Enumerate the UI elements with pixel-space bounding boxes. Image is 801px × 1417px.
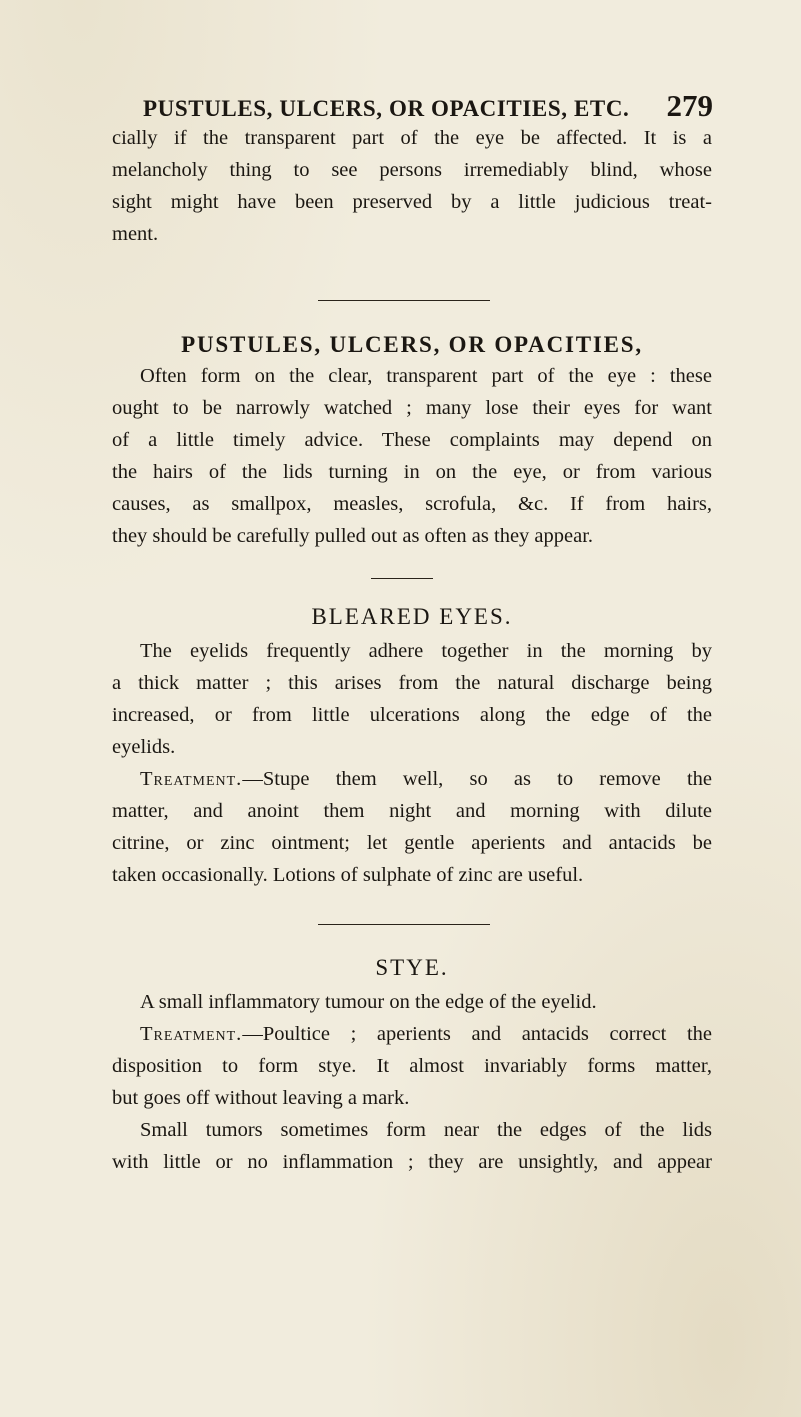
intro-paragraph — [112, 122, 712, 250]
treatment-text: —Stupe them well, so as to remove the — [242, 768, 712, 790]
text-line: disposition to form stye. It almost invariably forms matter, — [112, 1055, 712, 1077]
running-head — [143, 88, 713, 124]
text-line — [112, 1018, 712, 1050]
bleared-treatment-paragraph — [112, 763, 712, 891]
text-line: the hairs of the lids turning in on the eye, or from various — [112, 461, 712, 483]
text-line: citrine, or zinc ointment; let gentle aperients and antacids be — [112, 832, 712, 854]
section-heading-pustules: PUSTULES, ULCERS, OR OPACITIES, — [181, 332, 643, 357]
bleared-paragraph — [112, 635, 712, 763]
running-title: PUSTULES, ULCERS, OR OPACITIES, ETC. — [143, 96, 630, 121]
stye-paragraph — [112, 986, 712, 1178]
text-line: Often form on the clear, transparent part of the eye : these — [140, 365, 712, 387]
text-line: they should be carefully pulled out as often as they appear. — [112, 525, 594, 547]
section-divider — [318, 924, 490, 925]
text-line: increased, or from little ulcerations along the edge of the — [112, 704, 712, 726]
section-heading-bleared-eyes: BLEARED EYES. — [311, 604, 513, 629]
text-line: sight might have been preserved by a little judicious treat- — [112, 191, 712, 213]
pustules-paragraph — [112, 360, 712, 552]
text-line: ment. — [112, 223, 159, 245]
text-line: cially if the transparent part of the eye be affected. It is a — [112, 127, 712, 149]
text-line: eyelids. — [112, 736, 176, 758]
text-line: taken occasionally. Lotions of sulphate of zinc are useful. — [112, 864, 584, 886]
text-line: ought to be narrowly watched ; many lose their eyes for want — [112, 397, 712, 419]
text-line: with little or no inflammation ; they are unsightly, and appear — [112, 1151, 712, 1173]
text-line: melancholy thing to see persons irremediably blind, whose — [112, 159, 712, 181]
page-number: 279 — [666, 88, 713, 123]
text-line: causes, as smallpox, measles, scrofula, &c. If from hairs, — [112, 493, 712, 515]
treatment-text: —Poultice ; aperients and antacids correct the — [242, 1023, 712, 1045]
section-divider — [371, 578, 433, 579]
treatment-label: Treatment. — [140, 1023, 243, 1045]
treatment-label: Treatment. — [140, 768, 243, 790]
text-line: A small inflammatory tumour on the edge of the eyelid. — [140, 991, 597, 1013]
text-line — [112, 763, 712, 795]
section-heading-stye: STYE. — [375, 955, 449, 980]
text-line: Small tumors sometimes form near the edges of the lids — [140, 1119, 712, 1141]
text-line: but goes off without leaving a mark. — [112, 1087, 410, 1109]
text-line: matter, and anoint them night and morning with dilute — [112, 800, 712, 822]
text-line: of a little timely advice. These complaints may depend on — [112, 429, 712, 451]
section-divider — [318, 300, 490, 301]
text-line: The eyelids frequently adhere together in the morning by — [140, 640, 712, 662]
text-line: a thick matter ; this arises from the natural discharge being — [112, 672, 712, 694]
